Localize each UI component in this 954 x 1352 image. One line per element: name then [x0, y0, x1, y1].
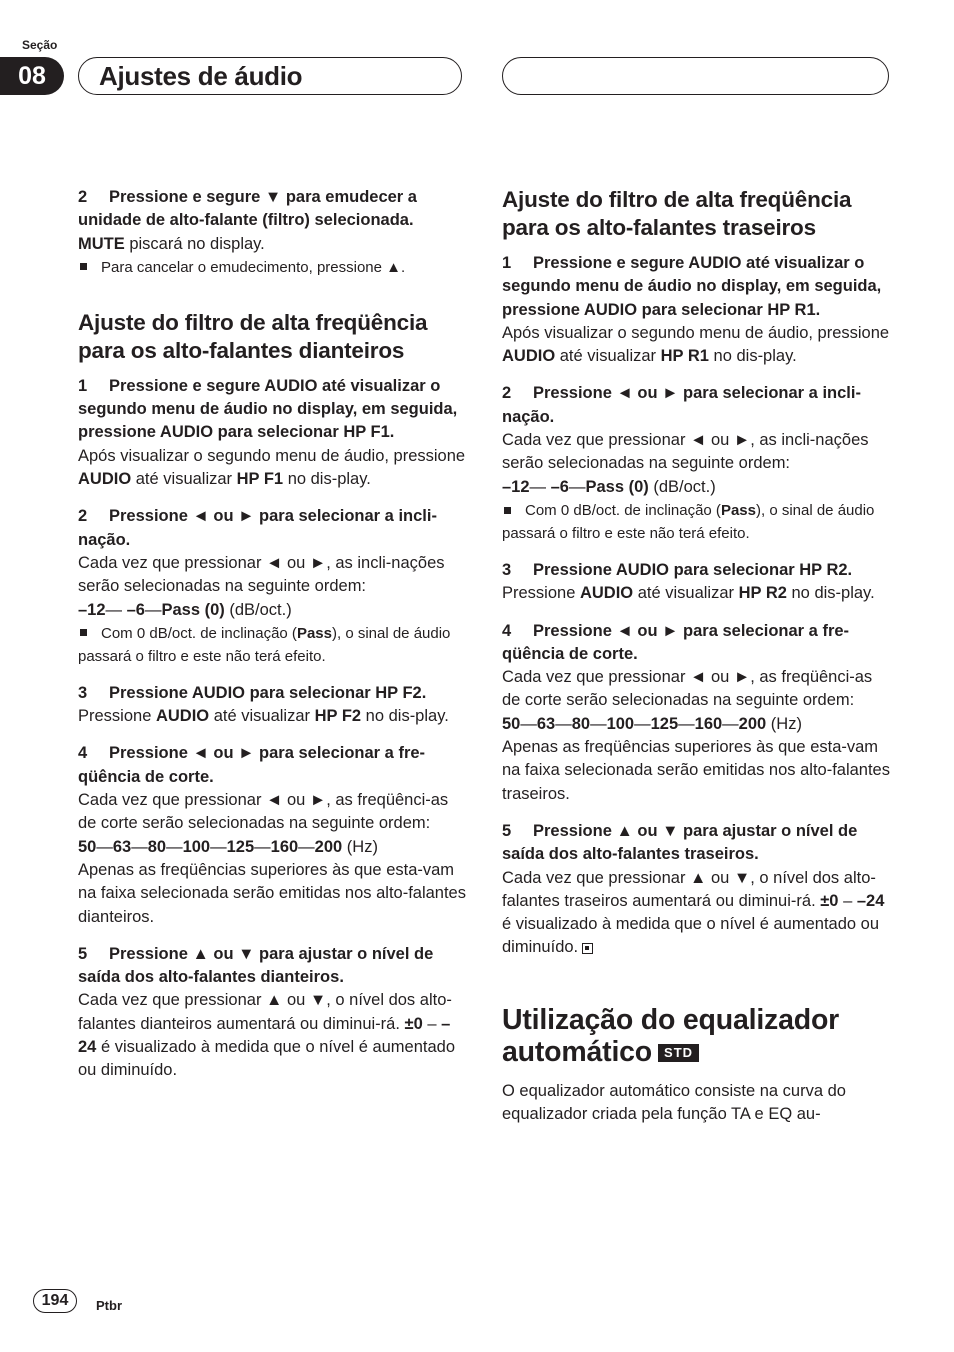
note-bold: Pass: [720, 501, 756, 519]
desc-bold: ±0: [404, 1014, 423, 1033]
left-column: [78, 186, 466, 1083]
note-text: Para cancelar o emudecimento, pressione ▲.: [101, 258, 406, 276]
step-description: Cada vez que pressionar ◄ ou ►, as incli-nações serão selecionadas na seguinte ordem:: [502, 431, 869, 473]
seq-dash: —: [210, 837, 227, 856]
section-number-badge: 08: [0, 57, 64, 95]
page-title-text: Ajustes de áudio: [99, 60, 303, 91]
desc-bold: AUDIO: [78, 470, 132, 489]
end-mark-icon: [582, 943, 593, 954]
freq-value: 80: [571, 714, 591, 733]
freq-value: 125: [226, 837, 255, 856]
seq-dash: —: [678, 714, 695, 733]
freq-value: 50: [502, 714, 521, 733]
seq-dash: —: [298, 837, 315, 856]
freq-value: 160: [694, 714, 723, 733]
step-5: [502, 820, 890, 867]
step-mute: [78, 186, 466, 233]
note-text: ), o sinal de áudio passará o filtro e este não terá efeito.: [502, 501, 875, 542]
desc-text: até visualizar: [131, 470, 237, 489]
step-3: [78, 682, 466, 705]
step-text: Pressione ▲ ou ▼ para ajustar o nível de saída dos alto-falantes dianteiros.: [78, 944, 434, 987]
step-number: 5: [78, 944, 88, 963]
step-description: [502, 322, 890, 369]
step-number: 1: [78, 376, 88, 395]
step-description: Cada vez que pressionar ◄ ou ►, as freqüênci-as de corte serão selecionadas na seguinte ordem:: [502, 668, 873, 710]
step-number: 5: [502, 821, 512, 840]
freq-value: 100: [182, 837, 211, 856]
desc-bold: ±0: [820, 891, 839, 910]
note-text: ), o sinal de áudio passará o filtro e este não terá efeito.: [78, 624, 451, 665]
eq-heading-text: Utilização do equalizador automático: [502, 1003, 840, 1068]
step-text: Pressione ◄ ou ► para selecionar a incli-nação.: [502, 384, 861, 426]
step-4: [502, 620, 890, 667]
desc-bold: –24: [78, 1014, 451, 1057]
step-text: Pressione ◄ ou ► para selecionar a fre-qüência de corte.: [78, 744, 426, 786]
step-2: [78, 505, 466, 552]
seq-dash: —: [166, 837, 183, 856]
step-2: [502, 382, 890, 429]
step-number: 4: [502, 621, 512, 640]
step-number: 1: [502, 254, 512, 272]
freq-value: 63: [536, 714, 556, 733]
step-description: [78, 705, 466, 728]
desc-text: Pressione: [78, 707, 156, 726]
section-heading: Ajuste do filtro de alta freqüência para os alto-falantes traseiros: [502, 187, 852, 240]
step-description: [502, 582, 890, 605]
step-number: 4: [78, 744, 88, 763]
step-number: 2: [78, 188, 88, 206]
seq-dash: —: [568, 477, 586, 496]
freq-unit: (Hz): [342, 837, 378, 856]
seq-dash: —: [520, 714, 537, 733]
language-code: Ptbr: [96, 1298, 122, 1313]
seq-dash: —: [634, 714, 651, 733]
right-column: [502, 186, 890, 1126]
step-text: Pressione e segure AUDIO até visualizar o segundo menu de áudio no display, em seguida, pressione AUDIO para selecionar HP F1.: [78, 376, 458, 442]
step-text: Pressione ◄ ou ► para selecionar a fre-qüência de corte.: [502, 621, 850, 663]
slope-sequence: [78, 599, 466, 622]
desc-text: –: [422, 1014, 442, 1033]
note: [78, 256, 466, 279]
step-text: Pressione AUDIO para selecionar HP F2.: [109, 683, 427, 702]
desc-text: Após visualizar o segundo menu de áudio, pressione: [78, 446, 466, 465]
seq-value: Pass (0): [161, 600, 225, 619]
desc-bold: –24: [856, 891, 885, 910]
note: [502, 499, 890, 545]
step-description: Cada vez que pressionar ◄ ou ►, as incli-nações serão selecionadas na seguinte ordem:: [78, 553, 445, 596]
desc-text: Cada vez que pressionar ▲ ou ▼, o nível dos alto-falantes traseiros aumentará ou diminui-rá.: [502, 868, 876, 910]
step-text: Pressione e segure ▼ para emudecer a unidade de alto-falante (filtro) selecionada.: [78, 188, 417, 230]
step-5: [78, 943, 466, 990]
desc-text: no dis-play.: [786, 584, 875, 603]
seq-dash: —: [590, 714, 607, 733]
seq-unit: (dB/oct.): [648, 477, 716, 496]
step-text: Pressione ▲ ou ▼ para ajustar o nível de saída dos alto-falantes traseiros.: [502, 821, 858, 864]
seq-value: –6: [126, 600, 145, 619]
bullet-square-icon: [504, 507, 511, 514]
step-description: [502, 867, 890, 960]
desc-bold: AUDIO: [502, 347, 556, 366]
desc-text: no dis-play.: [708, 347, 797, 366]
desc-bold: AUDIO: [579, 584, 634, 603]
desc-text: Cada vez que pressionar ▲ ou ▼, o nível dos alto-falantes dianteiros aumentará ou diminui-rá.: [78, 991, 452, 1033]
seq-value: –12: [502, 477, 530, 496]
desc-bold: HP R2: [738, 584, 787, 603]
section-label: Seção: [22, 38, 58, 52]
freq-value: 200: [314, 837, 343, 856]
page-number: 194: [33, 1289, 77, 1313]
note-text: Com 0 dB/oct. de inclinação (: [525, 501, 721, 519]
step-number: 2: [502, 384, 512, 403]
seq-dash: —: [96, 837, 113, 856]
frequency-sequence: [502, 713, 890, 736]
seq-dash: —: [529, 477, 551, 496]
step-text: Pressione e segure AUDIO até visualizar o segundo menu de áudio no display, em seguida, pressione AUDIO para selecionar HP R1.: [502, 254, 882, 319]
seq-value: Pass (0): [585, 477, 649, 496]
desc-text: até visualizar: [209, 707, 315, 726]
freq-value: 63: [112, 837, 132, 856]
step-description: Apenas as freqüências superiores às que esta-vam na faixa selecionada serão emitidas nos alto-falantes traseiros.: [502, 738, 890, 803]
header-empty-pill: [502, 57, 889, 95]
seq-dash: —: [555, 714, 572, 733]
std-badge: STD: [658, 1044, 699, 1062]
freq-unit: (Hz): [766, 714, 802, 733]
desc-bold: HP F2: [314, 707, 362, 726]
freq-value: 160: [270, 837, 299, 856]
desc-text: até visualizar: [555, 347, 661, 366]
step-number: 3: [502, 560, 512, 579]
note: [78, 622, 466, 668]
desc-text: piscará no display.: [124, 234, 265, 253]
section-heading: Ajuste do filtro de alta freqüência para os alto-falantes dianteiros: [78, 309, 428, 363]
desc-text: no dis-play.: [361, 707, 449, 726]
seq-value: –12: [78, 600, 106, 619]
step-number: 2: [78, 507, 88, 526]
seq-unit: (dB/oct.): [224, 600, 292, 619]
desc-text: Após visualizar o segundo menu de áudio, pressione: [502, 323, 890, 342]
desc-text: –: [838, 891, 857, 910]
desc-bold: HP F1: [236, 470, 284, 489]
desc-text: Pressione: [502, 584, 580, 603]
freq-value: 125: [650, 714, 679, 733]
step-description: Cada vez que pressionar ◄ ou ►, as freqüênci-as de corte serão selecionadas na seguinte ordem:: [78, 791, 449, 833]
freq-value: 50: [78, 837, 97, 856]
slope-sequence: [502, 476, 890, 499]
step-1: [502, 252, 890, 322]
step-number: 3: [78, 683, 88, 702]
step-3: [502, 559, 890, 582]
seq-dash: —: [105, 600, 127, 619]
bullet-square-icon: [80, 629, 87, 636]
seq-dash: —: [131, 837, 148, 856]
bullet-square-icon: [80, 263, 87, 270]
desc-text: até visualizar: [633, 584, 739, 603]
desc-text: é visualizado à medida que o nível é aumentado ou diminuído.: [502, 915, 880, 957]
eq-heading: [502, 1004, 890, 1068]
seq-value: –6: [550, 477, 569, 496]
step-text: Pressione AUDIO para selecionar HP R2.: [533, 560, 853, 579]
desc-bold: HP R1: [660, 347, 709, 366]
freq-value: 200: [738, 714, 767, 733]
desc-text: é visualizado à medida que o nível é aumentado ou diminuído.: [78, 1038, 456, 1080]
step-text: Pressione ◄ ou ► para selecionar a incli-nação.: [78, 507, 437, 549]
freq-value: 80: [147, 837, 167, 856]
desc-text: no dis-play.: [283, 470, 371, 489]
seq-dash: —: [144, 600, 162, 619]
note-text: Com 0 dB/oct. de inclinação (: [101, 624, 297, 642]
freq-value: 100: [606, 714, 635, 733]
step-description: Apenas as freqüências superiores às que esta-vam na faixa selecionada serão emitidas nos alto-falantes dianteiros.: [78, 860, 466, 926]
note-bold: Pass: [296, 624, 332, 642]
step-4: [78, 742, 466, 789]
mute-label: MUTE: [78, 234, 125, 253]
eq-paragraph: O equalizador automático consiste na curva do equalizador criada pela função TA e EQ au-: [502, 1081, 846, 1124]
desc-bold: AUDIO: [155, 707, 210, 726]
seq-dash: —: [254, 837, 271, 856]
seq-dash: —: [722, 714, 739, 733]
step-description: [78, 233, 466, 256]
step-description: [78, 989, 466, 1082]
step-description: [78, 445, 466, 492]
frequency-sequence: [78, 836, 466, 859]
page-title: [78, 57, 462, 95]
step-1: [78, 375, 466, 445]
